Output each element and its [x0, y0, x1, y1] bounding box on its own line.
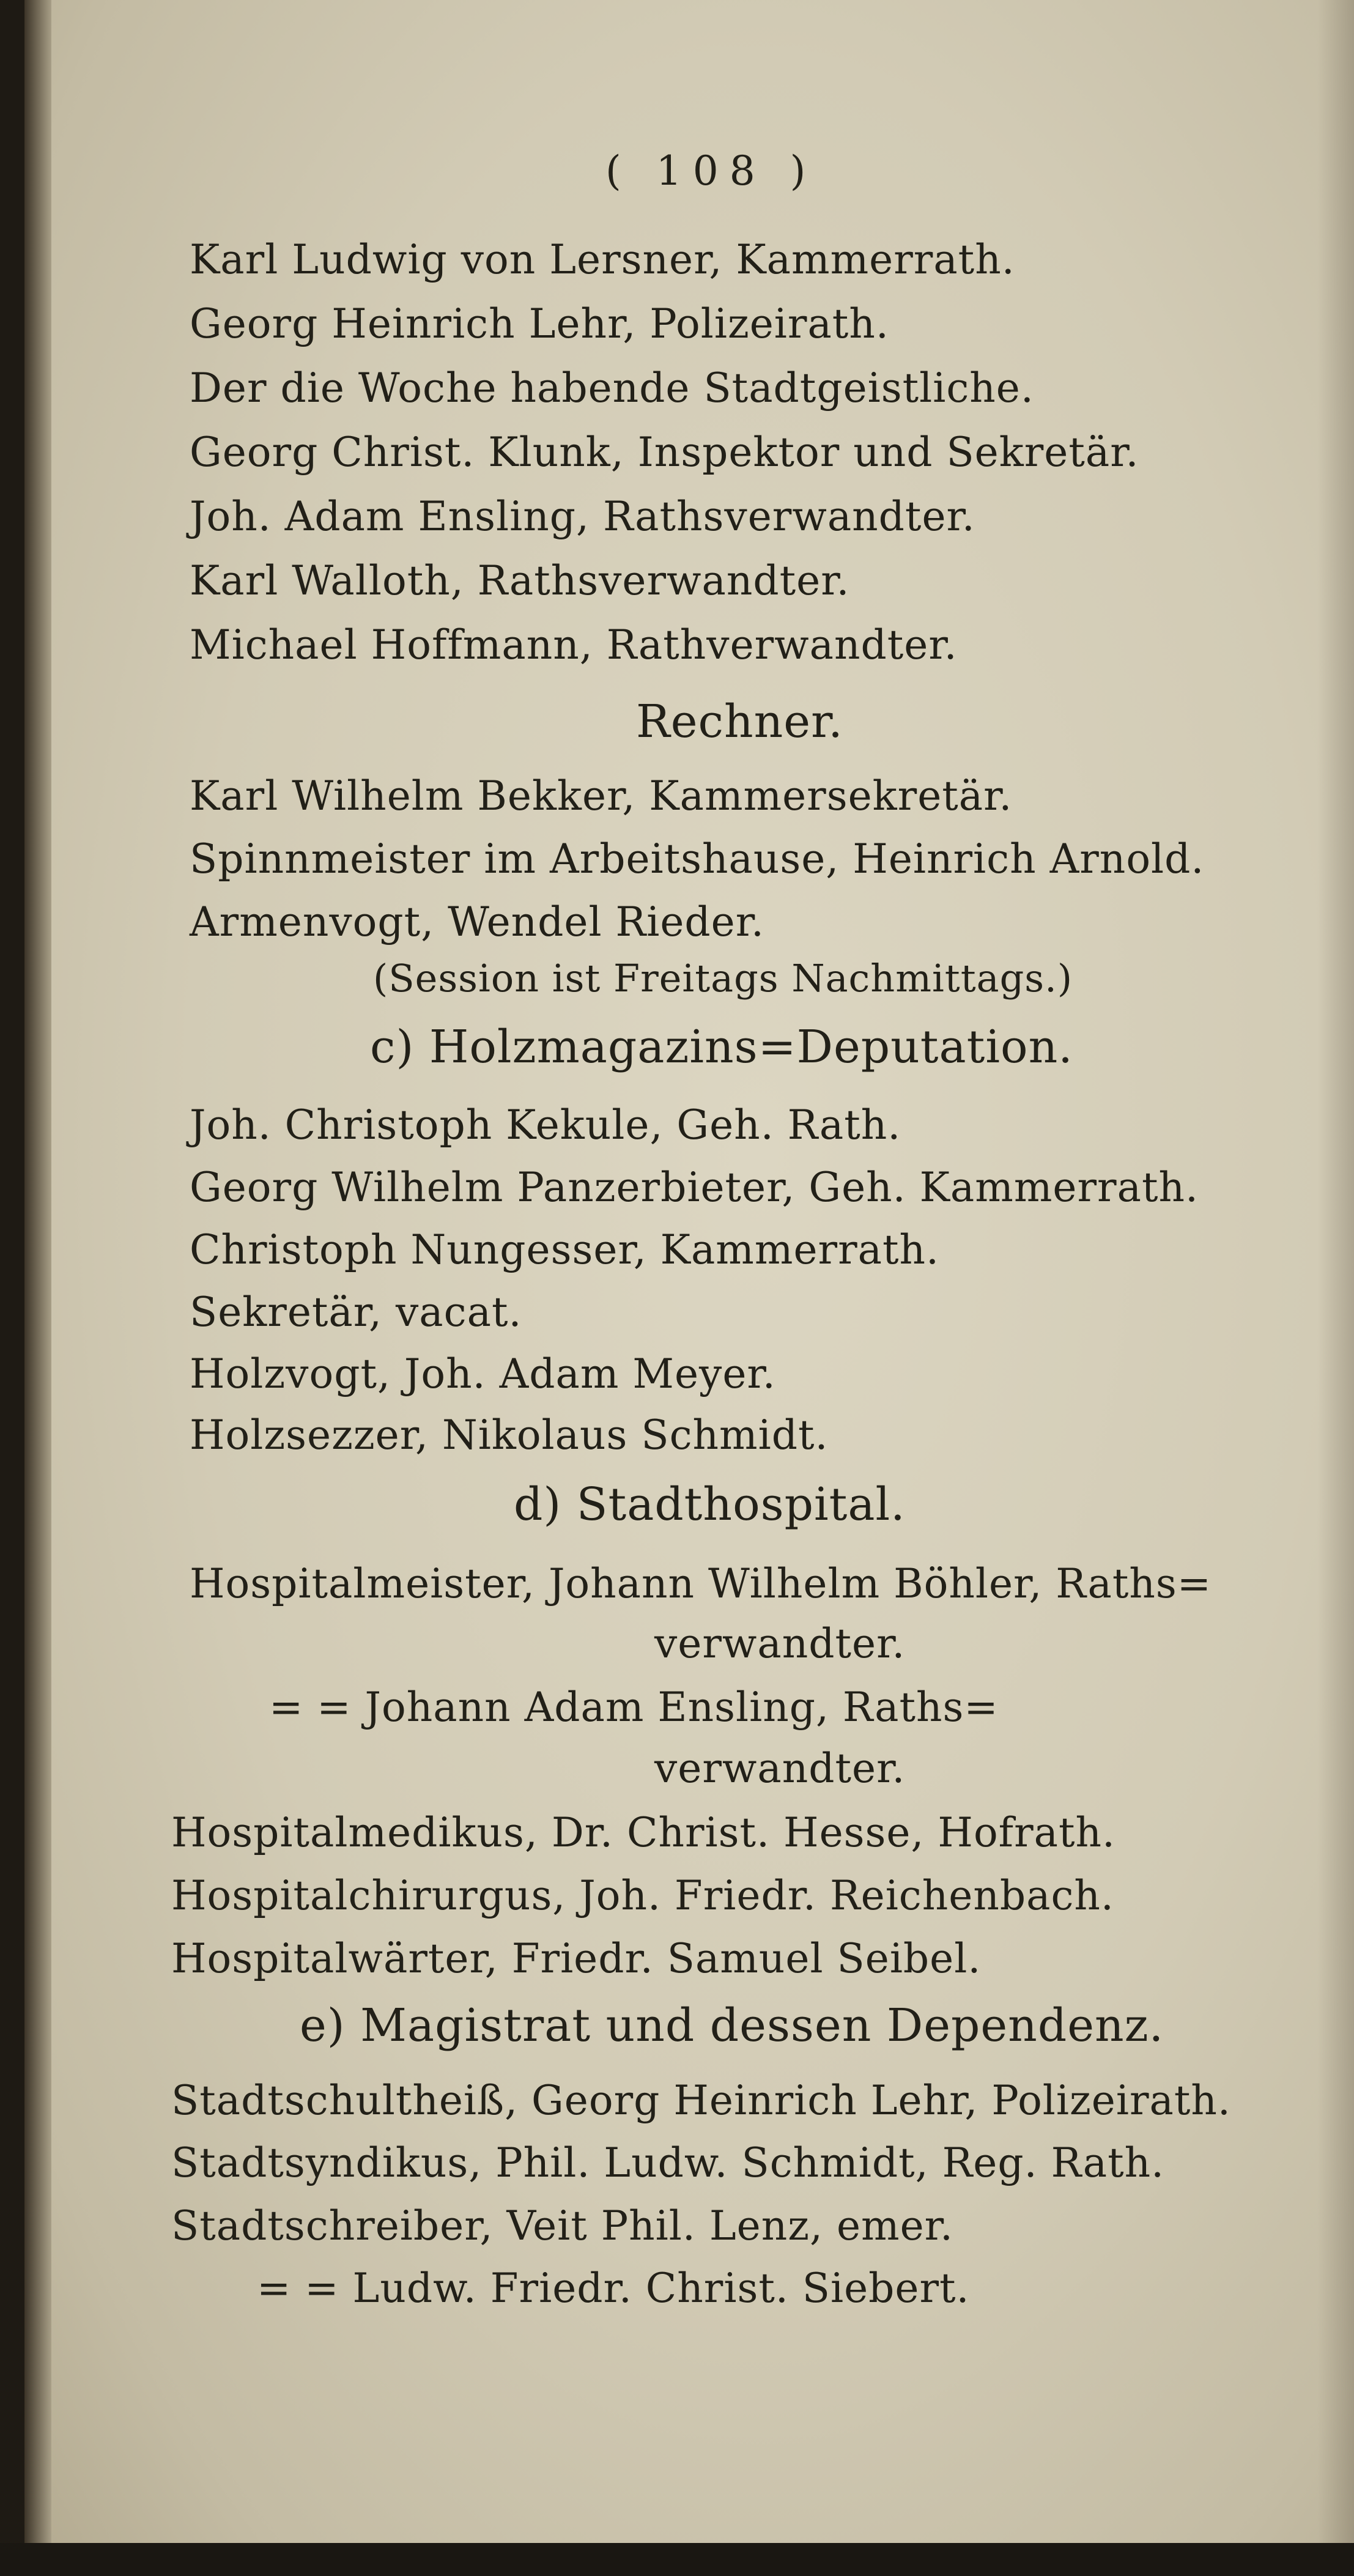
text-line: Sekretär, vacat.: [190, 1289, 522, 1336]
text-line: Joh. Christoph Kekule, Geh. Rath.: [190, 1101, 901, 1149]
text-line-continuation: verwandter.: [654, 1620, 906, 1667]
text-line: Karl Ludwig von Lersner, Kammerrath.: [190, 236, 1015, 283]
text-line: Holzvogt, Joh. Adam Meyer.: [190, 1350, 776, 1397]
text-line: Stadtsyndikus, Phil. Ludw. Schmidt, Reg. Rath.: [171, 2139, 1165, 2186]
section-heading-d: d) Stadthospital.: [514, 1478, 906, 1531]
book-page: [24, 0, 1354, 2543]
text-line: Joh. Adam Ensling, Rathsverwandter.: [190, 493, 975, 540]
bottom-edge: [0, 2543, 1354, 2576]
text-line: Hospitalmeister, Johann Wilhelm Böhler, Raths=: [190, 1560, 1212, 1607]
text-line: Georg Christ. Klunk, Inspektor und Sekretär.: [190, 429, 1139, 476]
text-line: Stadtschreiber, Veit Phil. Lenz, emer.: [171, 2202, 953, 2249]
text-line: Armenvogt, Wendel Rieder.: [190, 898, 764, 946]
text-line: Georg Wilhelm Panzerbieter, Geh. Kammerrath.: [190, 1164, 1199, 1211]
text-line: Hospitalchirurgus, Joh. Friedr. Reichenbach.: [171, 1872, 1114, 1919]
text-line: Michael Hoffmann, Rathverwandter.: [190, 621, 958, 668]
text-line: Der die Woche habende Stadtgeistliche.: [190, 365, 1034, 412]
text-line: Karl Walloth, Rathsverwandter.: [190, 557, 850, 604]
text-line: Stadtschultheiß, Georg Heinrich Lehr, Polizeirath.: [171, 2077, 1231, 2124]
text-line: Karl Wilhelm Bekker, Kammersekretär.: [190, 772, 1013, 820]
section-heading-rechner: Rechner.: [636, 695, 843, 748]
text-line: Holzsezzer, Nikolaus Schmidt.: [190, 1412, 829, 1459]
text-line: Spinnmeister im Arbeitshause, Heinrich Arnold.: [190, 835, 1205, 883]
text-line: Hospitalwärter, Friedr. Samuel Seibel.: [171, 1935, 982, 1982]
text-line-continuation: verwandter.: [654, 1745, 906, 1792]
text-line: Georg Heinrich Lehr, Polizeirath.: [190, 300, 889, 347]
text-line: Christoph Nungesser, Kammerrath.: [190, 1226, 939, 1273]
section-heading-e: e) Magistrat und dessen Dependenz.: [300, 1999, 1164, 2052]
page-number: ( 108 ): [605, 147, 817, 194]
page-text: [24, 0, 1354, 2543]
text-line: = = Johann Adam Ensling, Raths=: [269, 1684, 999, 1731]
text-line: Hospitalmedikus, Dr. Christ. Hesse, Hofrath.: [171, 1809, 1116, 1856]
session-note: (Session ist Freitags Nachmittags.): [373, 956, 1073, 1001]
text-line: = = Ludw. Friedr. Christ. Siebert.: [257, 2265, 970, 2312]
section-heading-c: c) Holzmagazins=Deputation.: [370, 1021, 1073, 1073]
